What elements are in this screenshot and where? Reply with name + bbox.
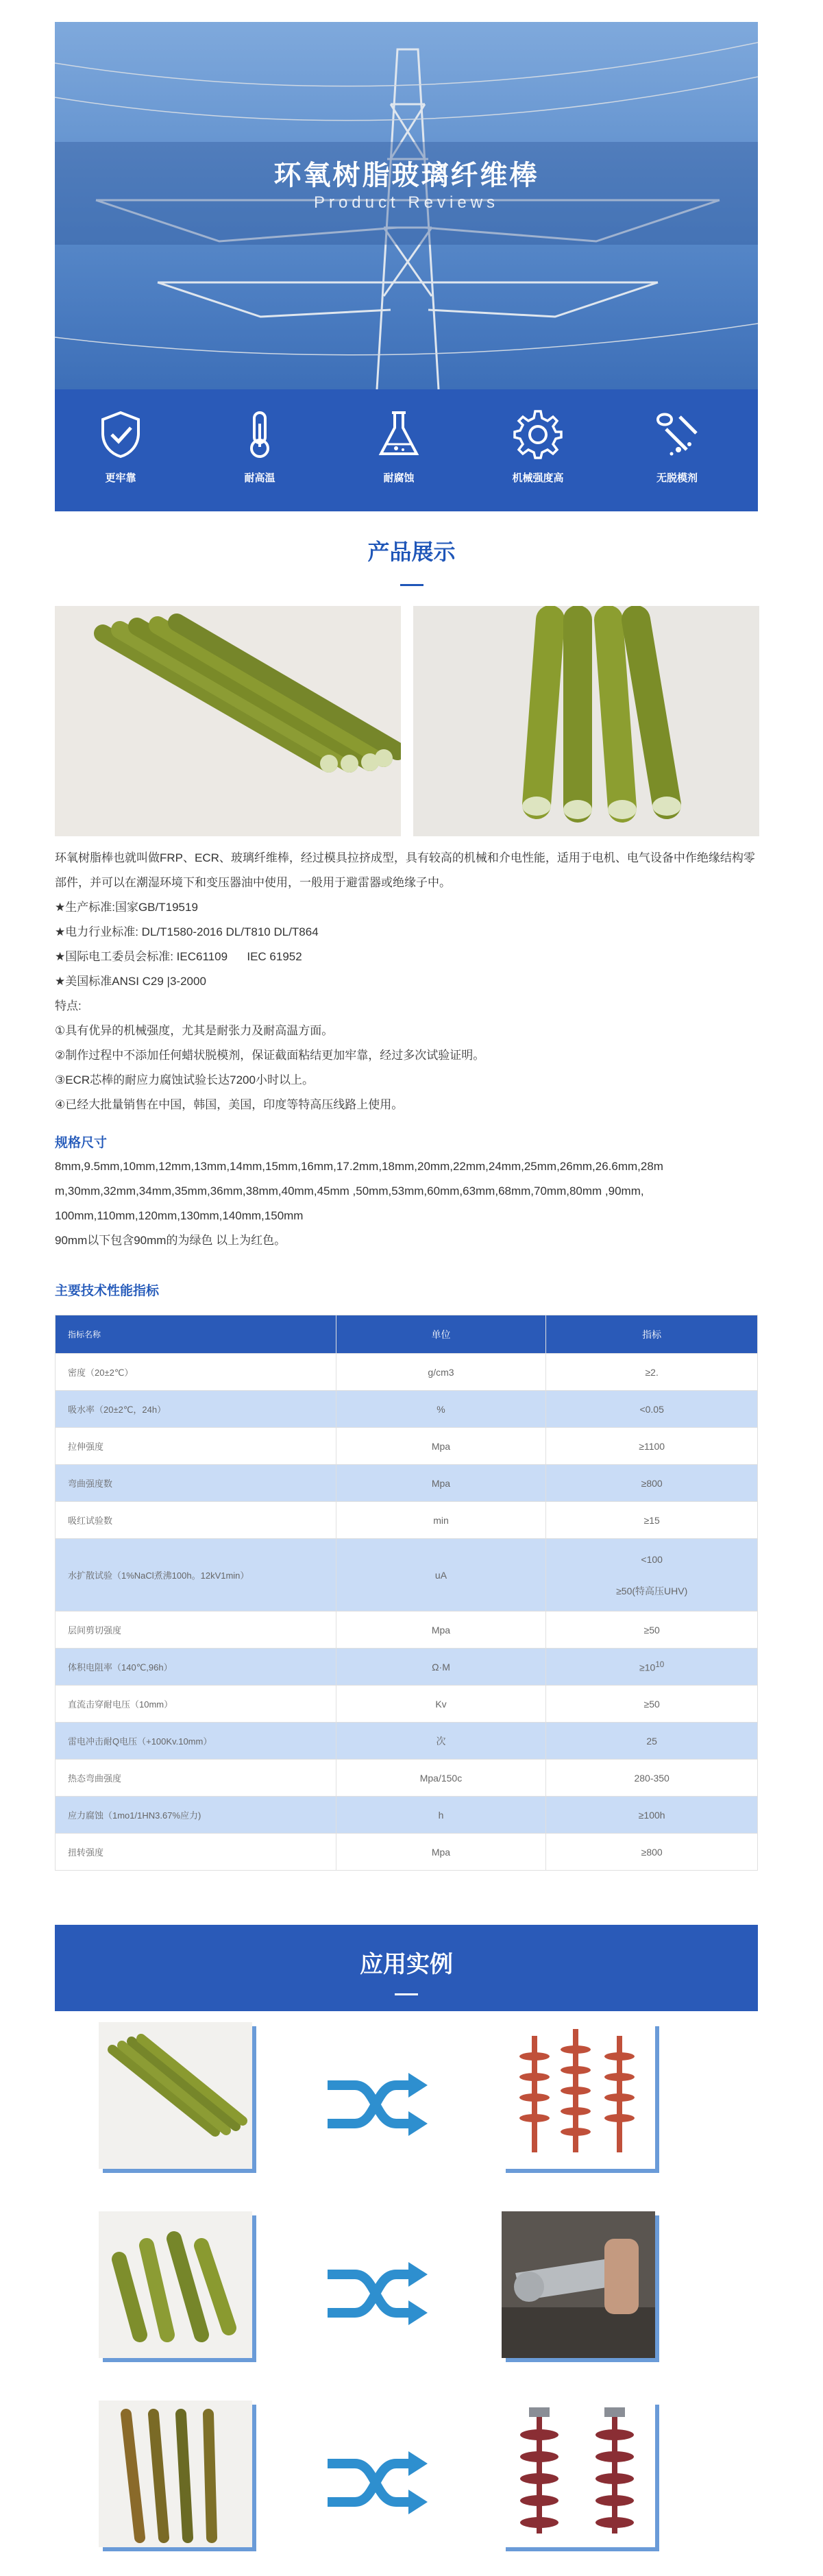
- row-name: 雷电冲击耐Q电压（+100Kv.10mm）: [56, 1723, 336, 1760]
- row-value: ≥15: [546, 1502, 758, 1539]
- row-value: ≥800: [546, 1465, 758, 1502]
- product-intro: 环氧树脂棒也就叫做FRP、ECR、玻璃纤维棒，经过模具拉挤成型，具有较高的机械和介电性能，适用于电机、电气设备中作绝缘结构零部件，并可以在潮湿环境下和变压器油中使用，一般用于避雷器或绝缘子中。: [55, 851, 755, 889]
- row-value: ≥50: [546, 1612, 758, 1649]
- size-line: 8mm,9.5mm,10mm,12mm,13mm,14mm,15mm,16mm,17.2mm,18mm,20mm,22mm,24mm,25mm,26mm,26.6mm,28m: [55, 1160, 663, 1173]
- row-value-line: ≥50(特高压UHV): [616, 1585, 688, 1596]
- application-insulator-image: [502, 2401, 659, 2551]
- table-row: [56, 1649, 758, 1686]
- row-unit: g/cm3: [336, 1354, 546, 1391]
- row-value: ≥800: [546, 1834, 758, 1871]
- application-banner: [55, 1925, 758, 2011]
- spec-table: [55, 1315, 758, 1871]
- row-name: 层间剪切强度: [56, 1612, 336, 1649]
- row-unit: Mpa: [336, 1834, 546, 1871]
- feature-line: ③ECR芯棒的耐应力腐蚀试验长达7200小时以上。: [55, 1073, 314, 1086]
- hero-subtitle: Product Reviews: [313, 193, 500, 212]
- table-row: [56, 1502, 758, 1539]
- row-unit: Mpa: [336, 1612, 546, 1649]
- feature-item: [212, 409, 308, 485]
- feature-item: [351, 409, 447, 485]
- table-row: [56, 1391, 758, 1428]
- row-unit: Mpa: [336, 1428, 546, 1465]
- table-row: [56, 1797, 758, 1834]
- row-unit: Mpa: [336, 1465, 546, 1502]
- column-header-name: 指标名称: [56, 1315, 336, 1354]
- row-value-line: <100: [641, 1553, 663, 1565]
- table-row: [56, 1354, 758, 1391]
- row-value: ≥1100: [546, 1428, 758, 1465]
- feature-label: 机械强度高: [512, 472, 564, 484]
- row-value: [546, 1649, 758, 1686]
- no-mold-icon: [651, 409, 703, 461]
- sizes-heading: 规格尺寸: [55, 1136, 108, 1150]
- thermometer-icon: [234, 409, 286, 461]
- feature-item: [490, 409, 586, 485]
- size-line: 100mm,110mm,120mm,130mm,140mm,150mm: [55, 1209, 304, 1222]
- table-row: [56, 1686, 758, 1723]
- spec-heading: 主要技术性能指标: [55, 1284, 160, 1298]
- row-unit: 次: [336, 1723, 546, 1760]
- feature-label: 无脱模剂: [656, 472, 698, 484]
- shuffle-arrow-icon: [321, 2259, 430, 2328]
- row-name: 体积电阻率（140℃,96h）: [56, 1649, 336, 1686]
- row-unit: uA: [336, 1539, 546, 1612]
- feature-label: 耐高温: [244, 472, 275, 484]
- feature-bar: [55, 389, 758, 511]
- row-name: 弯曲强度数: [56, 1465, 336, 1502]
- application-title: 应用实例: [360, 1952, 453, 1978]
- row-name: 吸红试验数: [56, 1502, 336, 1539]
- standard-line: ★美国标准ANSI C29 |3-2000: [55, 975, 206, 988]
- title-underline: [400, 584, 423, 586]
- feature-line: ①具有优异的机械强度，尤其是耐张力及耐高温方面。: [55, 1024, 334, 1037]
- feature-line: ②制作过程中不添加任何蜡状脱模剂，保证截面粘结更加牢靠，经过多次试验证明。: [55, 1049, 485, 1062]
- flask-icon: [373, 409, 425, 461]
- title-underline: [395, 1993, 418, 1995]
- standard-line: ★生产标准:国家GB/T19519: [55, 901, 198, 914]
- row-unit: min: [336, 1502, 546, 1539]
- row-name: 吸水率（20±2℃，24h）: [56, 1391, 336, 1428]
- application-rod-image: [99, 2211, 256, 2362]
- row-value: 280-350: [546, 1760, 758, 1797]
- application-fitting-image: [502, 2211, 659, 2362]
- feature-item: [629, 409, 725, 485]
- row-value: [546, 1539, 758, 1612]
- shuffle-arrow-icon: [321, 2070, 430, 2139]
- row-name: 直流击穿耐电压（10mm）: [56, 1686, 336, 1723]
- shuffle-arrow-icon: [321, 2449, 430, 2517]
- row-value: 25: [546, 1723, 758, 1760]
- features-heading: 特点:: [55, 999, 82, 1012]
- row-name: 扭转强度: [56, 1834, 336, 1871]
- application-rod-image: [99, 2401, 256, 2551]
- row-value-base: ≥10: [639, 1662, 656, 1673]
- row-unit: %: [336, 1391, 546, 1428]
- row-name: 应力腐蚀（1mo1/1HN3.67%应力): [56, 1797, 336, 1834]
- column-header-unit: 单位: [336, 1315, 546, 1354]
- feature-label: 耐腐蚀: [383, 472, 415, 484]
- row-name: 拉伸强度: [56, 1428, 336, 1465]
- application-rod-image: [99, 2022, 256, 2173]
- standard-line: ★国际电工委员会标准: IEC61109 IEC 61952: [55, 950, 302, 963]
- table-row: [56, 1539, 758, 1612]
- table-row: [56, 1612, 758, 1649]
- shield-check-icon: [95, 409, 147, 461]
- row-name: 水扩散试验（1%NaCl煮沸100h。12kV1min）: [56, 1539, 336, 1612]
- table-row: [56, 1834, 758, 1871]
- size-color-note: 90mm以下包含90mm的为绿色 以上为红色。: [55, 1234, 286, 1247]
- row-unit: Ω·M: [336, 1649, 546, 1686]
- product-photo-2: [413, 606, 759, 836]
- row-value-exponent: 10: [655, 1660, 665, 1670]
- product-section-title: 产品展示: [367, 539, 456, 564]
- row-unit: h: [336, 1797, 546, 1834]
- feature-item: [73, 409, 169, 485]
- row-value: ≥100h: [546, 1797, 758, 1834]
- table-header-row: [56, 1315, 758, 1354]
- hero-title: 环氧树脂玻璃纤维棒: [273, 160, 539, 191]
- gear-icon: [512, 409, 564, 461]
- row-unit: Mpa/150c: [336, 1760, 546, 1797]
- row-value: ≥2.: [546, 1354, 758, 1391]
- feature-line: ④已经大批量销售在中国，韩国，美国，印度等特高压线路上使用。: [55, 1098, 404, 1111]
- table-row: [56, 1465, 758, 1502]
- row-name: 密度（20±2℃）: [56, 1354, 336, 1391]
- hero-banner: [55, 22, 758, 389]
- row-unit: Kv: [336, 1686, 546, 1723]
- feature-label: 更牢靠: [105, 472, 136, 484]
- product-photo-1: [55, 606, 401, 836]
- table-row: [56, 1428, 758, 1465]
- row-value: ≥50: [546, 1686, 758, 1723]
- column-header-value: 指标: [546, 1315, 758, 1354]
- application-insulator-image: [502, 2022, 659, 2173]
- row-value: <0.05: [546, 1391, 758, 1428]
- table-row: [56, 1723, 758, 1760]
- standard-line: ★电力行业标准: DL/T1580-2016 DL/T810 DL/T864: [55, 925, 319, 938]
- table-row: [56, 1760, 758, 1797]
- row-name: 热态弯曲强度: [56, 1760, 336, 1797]
- size-line: m,30mm,32mm,34mm,35mm,36mm,38mm,40mm,45mm ,50mm,53mm,60mm,63mm,68mm,70mm,80mm ,90mm,: [55, 1184, 644, 1198]
